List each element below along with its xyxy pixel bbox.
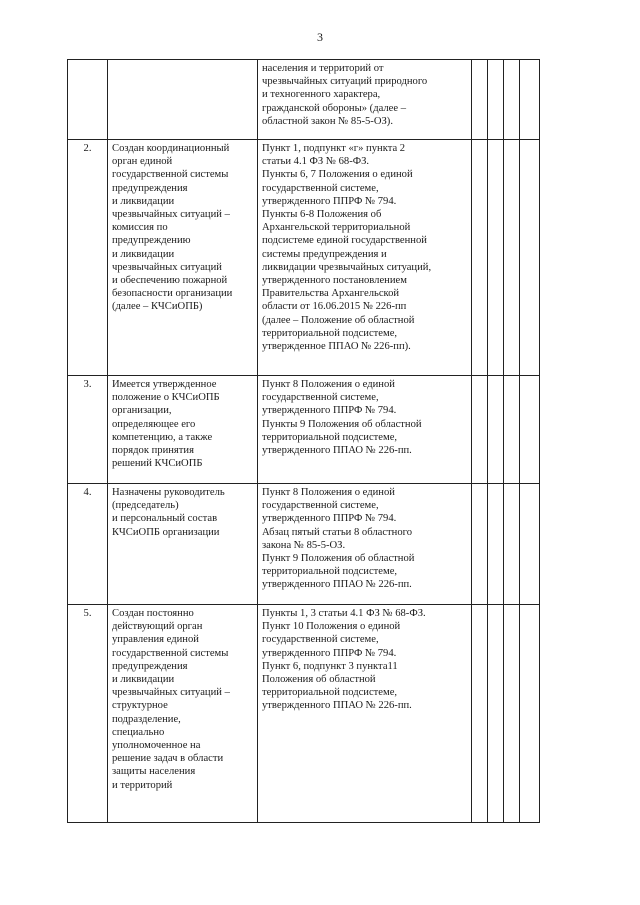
table-row: [68, 605, 540, 823]
mark-cell-note[interactable]: [520, 605, 540, 823]
mark-cell-yes[interactable]: [472, 140, 488, 376]
reference-text: Пункт 1, подпункт «г» пункта 2 статьи 4.1 ФЗ № 68-ФЗ. Пункты 6, 7 Положения о единой государственной системе, утвержденного ППРФ № 794. Пункты 6-8 Положения об Архангельской территориальной подсистеме единой государственной системы предупреждения и ликвидации чрезвычайных ситуаций, утвержденного постановлением Правительства Архангельской области от 16.06.2015 № 226-пп (далее – Положение об областной территориальной подсистеме, утвержденное ППАО № 226-пп).: [258, 140, 472, 376]
mark-cell-note[interactable]: [520, 484, 540, 605]
mark-cell-na[interactable]: [504, 484, 520, 605]
reference-text: Пункты 1, 3 статьи 4.1 ФЗ № 68-ФЗ. Пункт 10 Положения о единой государственной системе, утвержденного ППРФ № 794. Пункт 6, подпункт 3 пункта11 Положения об областной территориальной подсистеме, утвержденного ППАО № 226-пп.: [258, 605, 472, 823]
mark-cell-no[interactable]: [488, 376, 504, 484]
page-number: 3: [317, 30, 323, 44]
reference-text: населения и территорий от чрезвычайных ситуаций природного и техногенного характера, гражданской обороны» (далее – областной закон № 85-5-ОЗ).: [258, 60, 472, 140]
mark-cell-na[interactable]: [504, 376, 520, 484]
mark-cell-yes[interactable]: [472, 376, 488, 484]
mark-cell-no[interactable]: [488, 605, 504, 823]
table-row: [68, 60, 540, 140]
table-row: [68, 376, 540, 484]
mark-cell-na[interactable]: [504, 605, 520, 823]
mark-cell-note[interactable]: [520, 140, 540, 376]
row-number: 4.: [68, 484, 108, 605]
mark-cell-yes[interactable]: [472, 605, 488, 823]
mark-cell-no[interactable]: [488, 60, 504, 140]
mark-cell-na[interactable]: [504, 60, 520, 140]
requirement-text: [108, 60, 258, 140]
checklist-table: [67, 59, 540, 823]
mark-cell-no[interactable]: [488, 484, 504, 605]
requirement-text: Назначены руководитель (председатель) и персональный состав КЧСиОПБ организации: [108, 484, 258, 605]
row-number: 2.: [68, 140, 108, 376]
table-row: [68, 140, 540, 376]
table-row: [68, 484, 540, 605]
mark-cell-yes[interactable]: [472, 60, 488, 140]
mark-cell-no[interactable]: [488, 140, 504, 376]
mark-cell-na[interactable]: [504, 140, 520, 376]
row-number: 5.: [68, 605, 108, 823]
requirement-text: Создан постоянно действующий орган управления единой государственной системы предупреждения и ликвидации чрезвычайных ситуаций – структурное подразделение, специально уполномоченное на решение задач в области защиты населения и территорий: [108, 605, 258, 823]
mark-cell-note[interactable]: [520, 60, 540, 140]
mark-cell-note[interactable]: [520, 376, 540, 484]
reference-text: Пункт 8 Положения о единой государственной системе, утвержденного ППРФ № 794. Пункты 9 Положения об областной территориальной подсистеме, утвержденного ППАО № 226-пп.: [258, 376, 472, 484]
requirement-text: Создан координационный орган единой государственной системы предупреждения и ликвидации чрезвычайных ситуаций – комиссия по предупреждению и ликвидации чрезвычайных ситуаций и обеспечению пожарной безопасности организации (далее – КЧСиОПБ): [108, 140, 258, 376]
requirement-text: Имеется утвержденное положение о КЧСиОПБ организации, определяющее его компетенцию, а также порядок принятия решений КЧСиОПБ: [108, 376, 258, 484]
reference-text: Пункт 8 Положения о единой государственной системе, утвержденного ППРФ № 794. Абзац пятый статьи 8 областного закона № 85-5-ОЗ. Пункт 9 Положения об областной территориальной подсистеме, утвержденного ППАО № 226-пп.: [258, 484, 472, 605]
row-number: 3.: [68, 376, 108, 484]
mark-cell-yes[interactable]: [472, 484, 488, 605]
row-number: [68, 60, 108, 140]
